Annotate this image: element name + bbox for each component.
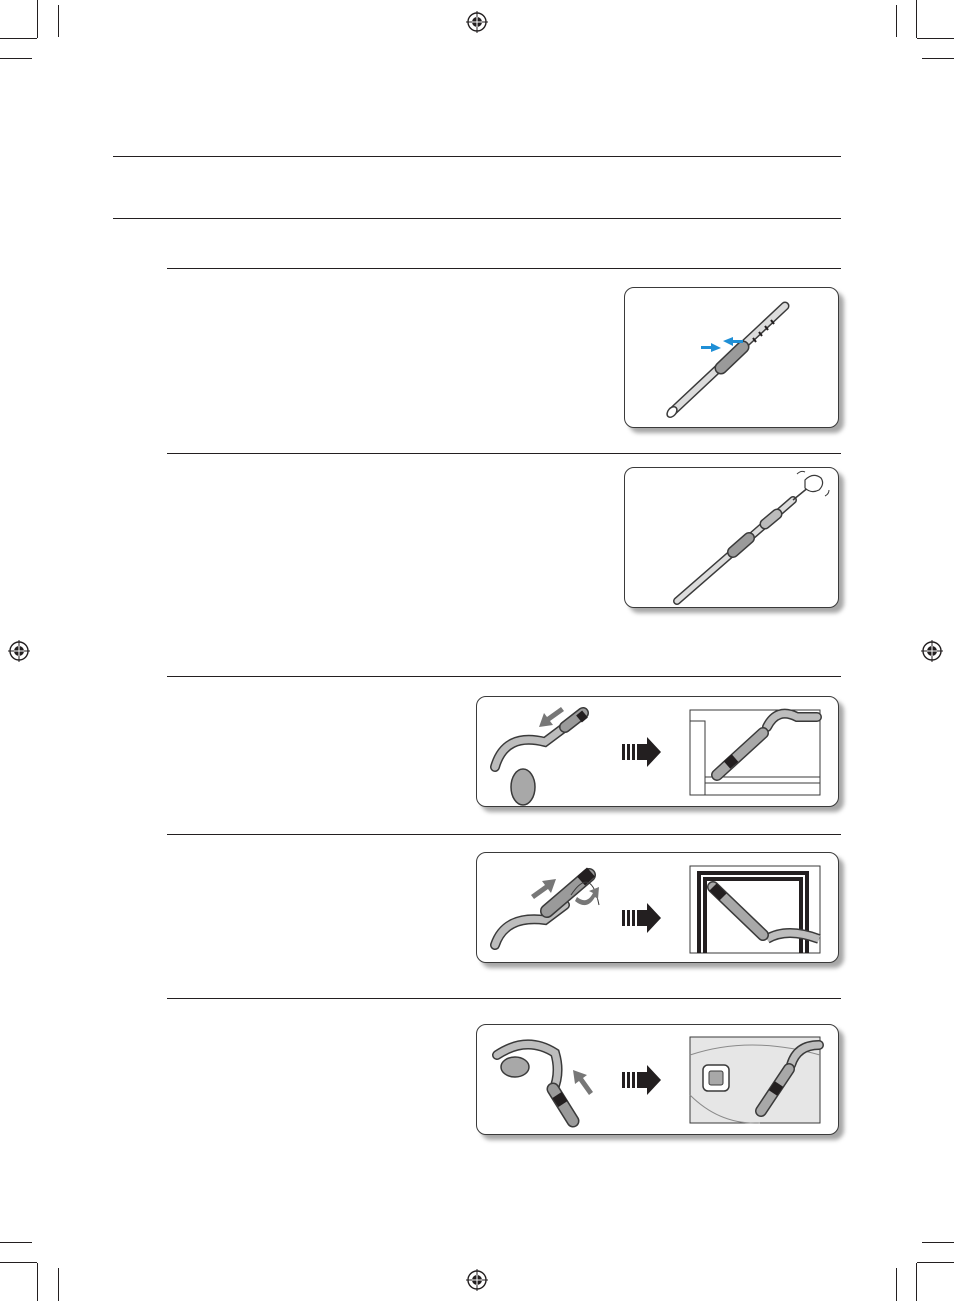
crop-mark	[58, 5, 59, 37]
telescopic-pipe-icon	[665, 306, 785, 419]
crevice-tool-icon	[497, 1044, 573, 1121]
header-rule-bottom	[113, 218, 841, 219]
registration-mark-icon	[921, 640, 943, 662]
direction-arrow-icon	[531, 879, 556, 899]
crop-mark	[0, 1262, 37, 1263]
direction-arrow-icon	[622, 1065, 661, 1095]
crop-mark	[916, 1263, 917, 1301]
crevice-tool-window-illustration	[476, 852, 839, 963]
registration-mark-icon	[8, 640, 30, 662]
header-rule-top	[113, 156, 841, 157]
registration-mark-icon	[466, 1269, 488, 1291]
crop-mark	[37, 1263, 38, 1301]
crop-mark	[916, 0, 917, 38]
section-rule	[167, 998, 841, 999]
crop-mark	[917, 1262, 954, 1263]
section-rule	[167, 676, 841, 677]
crop-mark	[58, 1268, 59, 1301]
crevice-tool-attach-illustration	[476, 696, 839, 807]
crevice-tool-corner-illustration	[476, 1024, 839, 1135]
crop-mark	[896, 1268, 897, 1301]
telescopic-pipe-lock-illustration	[624, 467, 839, 608]
direction-arrow-icon	[573, 1070, 593, 1095]
direction-arrow-icon	[622, 903, 661, 933]
crop-mark	[917, 38, 954, 39]
section-rule	[167, 453, 841, 454]
crop-mark	[922, 58, 954, 59]
section-rule	[167, 268, 841, 269]
registration-mark-icon	[466, 11, 488, 33]
telescopic-pipe-icon	[677, 471, 829, 601]
crop-mark	[0, 1242, 32, 1243]
crop-mark	[0, 58, 32, 59]
crop-mark	[0, 38, 37, 39]
crop-mark	[922, 1242, 954, 1243]
telescopic-pipe-length-illustration	[624, 287, 839, 428]
crop-mark	[37, 0, 38, 38]
direction-arrow-icon	[622, 737, 661, 767]
crop-mark	[896, 5, 897, 37]
section-rule	[167, 834, 841, 835]
